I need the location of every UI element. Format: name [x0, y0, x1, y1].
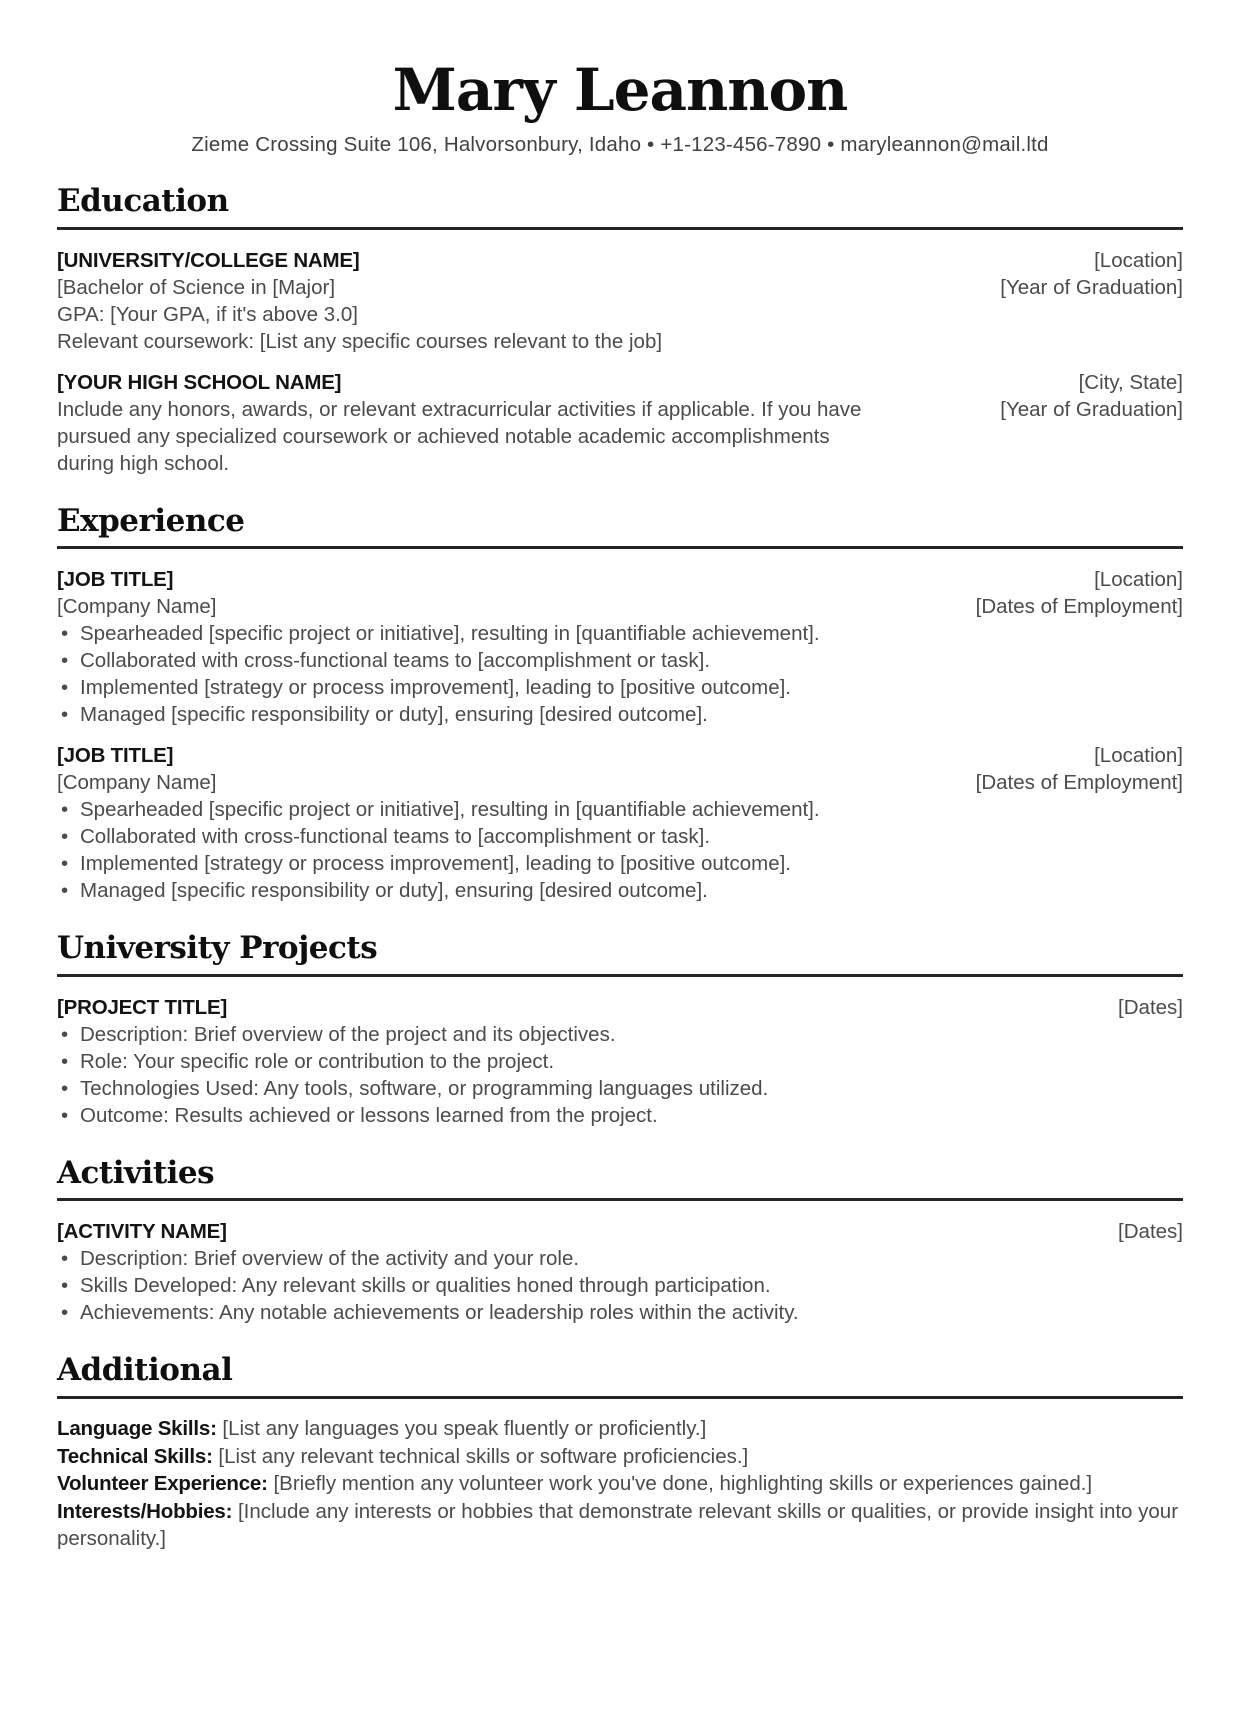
experience-section-title: Experience	[57, 502, 245, 539]
entry-header-row	[57, 247, 1183, 274]
candidate-name: Mary Leannon	[392, 56, 848, 124]
job-entry	[57, 742, 1183, 904]
additional-text: [List any languages you speak fluently or proficiently.]	[216, 1417, 707, 1441]
university-location: [Location]	[1094, 248, 1183, 272]
section-divider	[57, 1396, 1183, 1399]
section-activities	[57, 1156, 1183, 1327]
additional-text: [Briefly mention any volunteer work you've done, highlighting skills or experiences gained.]	[267, 1472, 1093, 1496]
high-school-name: [YOUR HIGH SCHOOL NAME]	[57, 370, 342, 394]
bullet-item: • Technologies Used: Any tools, software, or programming languages utilized.	[57, 1075, 1183, 1102]
entry-sub-row	[57, 274, 1183, 301]
section-divider	[57, 974, 1183, 977]
university-degree: [Bachelor of Science in [Major]	[57, 275, 336, 299]
job-bullets	[57, 796, 1183, 904]
university-gpa: GPA: [Your GPA, if it's above 3.0]	[57, 302, 358, 326]
activity-entry	[57, 1218, 1183, 1326]
education-section-title: Education	[57, 182, 229, 219]
employment-dates: [Dates of Employment]	[975, 595, 1183, 619]
project-dates: [Dates]	[1118, 995, 1183, 1019]
high-school-grad-year: [Year of Graduation]	[1000, 397, 1183, 421]
additional-text: [List any relevant technical skills or software proficiencies.]	[212, 1444, 749, 1468]
job-title: [JOB TITLE]	[57, 568, 174, 592]
bullet-item: • Skills Developed: Any relevant skills or qualities honed through participation.	[57, 1272, 1183, 1299]
company-name: [Company Name]	[57, 771, 217, 795]
section-additional	[57, 1353, 1183, 1552]
additional-label: Technical Skills:	[57, 1444, 213, 1468]
additional-text: [Include any interests or hobbies that demonstrate relevant skills or qualities, or provide insight into your personality.]	[57, 1499, 1179, 1551]
university-name: [UNIVERSITY/COLLEGE NAME]	[57, 248, 360, 272]
bullet-item: • Description: Brief overview of the activity and your role.	[57, 1245, 1183, 1272]
job-location: [Location]	[1094, 744, 1183, 768]
job-location: [Location]	[1094, 568, 1183, 592]
additional-item-interests-hobbies	[57, 1498, 1183, 1553]
additional-section-title: Additional	[57, 1352, 233, 1389]
university-grad-year: [Year of Graduation]	[1000, 275, 1183, 299]
entry-header-row	[57, 994, 1183, 1021]
bullet-item: • Role: Your specific role or contribution to the project.	[57, 1048, 1183, 1075]
section-university-projects	[57, 931, 1183, 1129]
entry-header-row	[57, 369, 1183, 396]
section-divider	[57, 227, 1183, 230]
section-divider	[57, 1198, 1183, 1201]
entry-sub-row	[57, 593, 1183, 620]
bullet-item: • Collaborated with cross-functional teams to [accomplishment or task].	[57, 647, 1183, 674]
additional-item-technical-skills	[57, 1443, 1183, 1471]
activity-name: [ACTIVITY NAME]	[57, 1220, 227, 1244]
bullet-item: • Spearheaded [specific project or initiative], resulting in [quantifiable achievement].	[57, 796, 1183, 823]
activities-section-title: Activities	[57, 1154, 215, 1191]
bullet-item: • Outcome: Results achieved or lessons learned from the project.	[57, 1102, 1183, 1129]
projects-section-title: University Projects	[57, 930, 378, 967]
additional-item-language-skills	[57, 1415, 1183, 1443]
bullet-item: • Managed [specific responsibility or duty], ensuring [desired outcome].	[57, 701, 1183, 728]
entry-sub-row	[57, 769, 1183, 796]
bullet-item: • Implemented [strategy or process improvement], leading to [positive outcome].	[57, 850, 1183, 877]
high-school-description: Include any honors, awards, or relevant extracurricular activities if applicable. If you have pursued any specialized coursework or achieved notable academic accomplishments during high school.	[57, 397, 862, 475]
contact-line: Zieme Crossing Suite 106, Halvorsonbury, Idaho • +1-123-456-7890 • maryleannon@mail.ltd	[191, 132, 1049, 156]
bullet-item: • Collaborated with cross-functional teams to [accomplishment or task].	[57, 823, 1183, 850]
entry-header-row	[57, 566, 1183, 593]
project-bullets	[57, 1021, 1183, 1129]
additional-item-volunteer-experience	[57, 1470, 1183, 1498]
job-bullets	[57, 620, 1183, 728]
project-title: [PROJECT TITLE]	[57, 995, 228, 1019]
education-entry-university	[57, 247, 1183, 355]
job-title: [JOB TITLE]	[57, 744, 174, 768]
section-experience	[57, 504, 1183, 905]
additional-label: Interests/Hobbies:	[57, 1499, 233, 1523]
section-education	[57, 184, 1183, 477]
activity-dates: [Dates]	[1118, 1220, 1183, 1244]
section-divider	[57, 546, 1183, 549]
activity-bullets	[57, 1245, 1183, 1326]
additional-label: Volunteer Experience:	[57, 1472, 268, 1496]
additional-list	[57, 1415, 1183, 1553]
education-entry-high-school	[57, 369, 1183, 477]
project-entry	[57, 994, 1183, 1129]
entry-sub-row	[57, 396, 1183, 477]
bullet-item: • Spearheaded [specific project or initiative], resulting in [quantifiable achievement].	[57, 620, 1183, 647]
bullet-item: • Achievements: Any notable achievements or leadership roles within the activity.	[57, 1299, 1183, 1326]
bullet-item: • Description: Brief overview of the project and its objectives.	[57, 1021, 1183, 1048]
additional-label: Language Skills:	[57, 1417, 217, 1441]
employment-dates: [Dates of Employment]	[975, 771, 1183, 795]
university-coursework: Relevant coursework: [List any specific courses relevant to the job]	[57, 329, 663, 353]
bullet-item: • Implemented [strategy or process improvement], leading to [positive outcome].	[57, 674, 1183, 701]
job-entry	[57, 566, 1183, 728]
company-name: [Company Name]	[57, 595, 217, 619]
high-school-location: [City, State]	[1078, 370, 1183, 394]
entry-header-row	[57, 1218, 1183, 1245]
bullet-item: • Managed [specific responsibility or duty], ensuring [desired outcome].	[57, 877, 1183, 904]
entry-header-row	[57, 742, 1183, 769]
